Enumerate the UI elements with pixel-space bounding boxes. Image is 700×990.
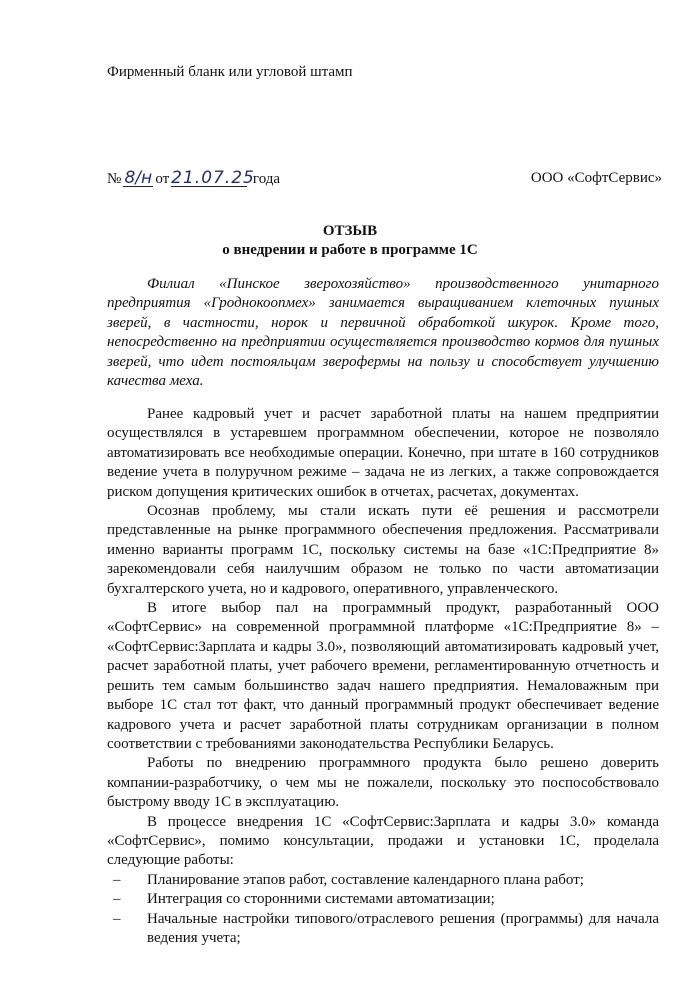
handwritten-number: 8/н [124, 168, 153, 188]
list-item-text: Начальные настройки типового/отраслевого решения (программы) для начала ведения учета; [147, 910, 659, 946]
list-item-text: Планирование этапов работ, составление календарного плана работ; [147, 871, 584, 888]
paragraph: Осознав проблему, мы стали искать пути её решения и рассмотрели представленные на рынке программного обеспечения предложения. Рассматривали именно варианты программ 1С, поскольку системы на базе «1С:Предприятие 8» зарекомендовали себя наилучшим образом не только по части автоматизации бухгалтерского учета, но и кадрового, оперативного, управленческого. [107, 503, 659, 597]
paragraph: Ранее кадровый учет и расчет заработной платы на нашем предприятии осуществлялся в устаревшем программном обеспечении, которое не позволяло автоматизировать все необходимые операции. Конечно, при штате в 160 сотрудников ведение учета в полуручном режиме – задача не из легких, а также сопровождается риском допущения критических ошибок в отчетах, расчетах, документах. [107, 406, 659, 500]
letterhead-placeholder: Фирменный бланк или угловой штамп [107, 64, 353, 80]
paragraph: Работы по внедрению программного продукта было решено доверить компании-разработчику, о чем мы не пожалели, поскольку это поспособствовало быстрому вводу 1С в эксплуатацию. [107, 755, 659, 811]
year-label: года [252, 171, 281, 187]
number-prefix: № [107, 171, 122, 187]
from-label: от [155, 171, 170, 187]
handwritten-date: 21.07.25 [171, 168, 255, 188]
works-list [107, 871, 659, 949]
main-text [107, 405, 659, 948]
document-title: ОТЗЫВ [322, 223, 378, 239]
list-item [107, 871, 659, 890]
reference-line [107, 170, 280, 188]
paragraph: В процессе внедрения 1С «СофтСервис:Зарплата и кадры 3.0» команда «СофтСервис», помимо консультации, продажи и установки 1С, проделала следующие работы: [107, 813, 659, 869]
addressee: ООО «СофтСервис» [530, 170, 662, 186]
list-dash: – [113, 871, 121, 888]
document-subtitle: о внедрении и работе в программе 1С [222, 242, 478, 258]
list-item [107, 910, 659, 949]
intro-block [107, 275, 659, 391]
list-item-text: Интеграция со сторонними системами автоматизации; [147, 891, 495, 908]
paragraph: В итоге выбор пал на программный продукт, разработанный ООО «СофтСервис» на современной программной платформе «1С:Предприятие 8» – «СофтСервис:Зарплата и кадры 3.0», позволяющий автоматизировать кадровый учет, расчет заработной платы, учет рабочего времени, регламентированную отчетность и решить тем самым большинство задач нашего предприятия. Немаловажным при выборе 1С стал тот факт, что данный программный продукт обеспечивает ведение кадрового учета и расчет заработной платы сотрудникам организации в полном соответствии с требованиями законодательства Республики Беларусь. [107, 600, 659, 752]
list-item [107, 890, 659, 909]
intro-paragraph: Филиал «Пинское зверохозяйство» производственного унитарного предприятия «Гроднокоопмех» занимается выращиванием клеточных пушных зверей, в частности, норок и первичной обработкой шкурок. Кроме того, непосредственно на предприятии осуществляется производство кормов для пушных зверей, что идет постояльцам зверофермы на пользу и способствует улучшению качества меха. [107, 276, 659, 390]
list-dash: – [113, 910, 121, 927]
list-dash: – [113, 891, 121, 908]
